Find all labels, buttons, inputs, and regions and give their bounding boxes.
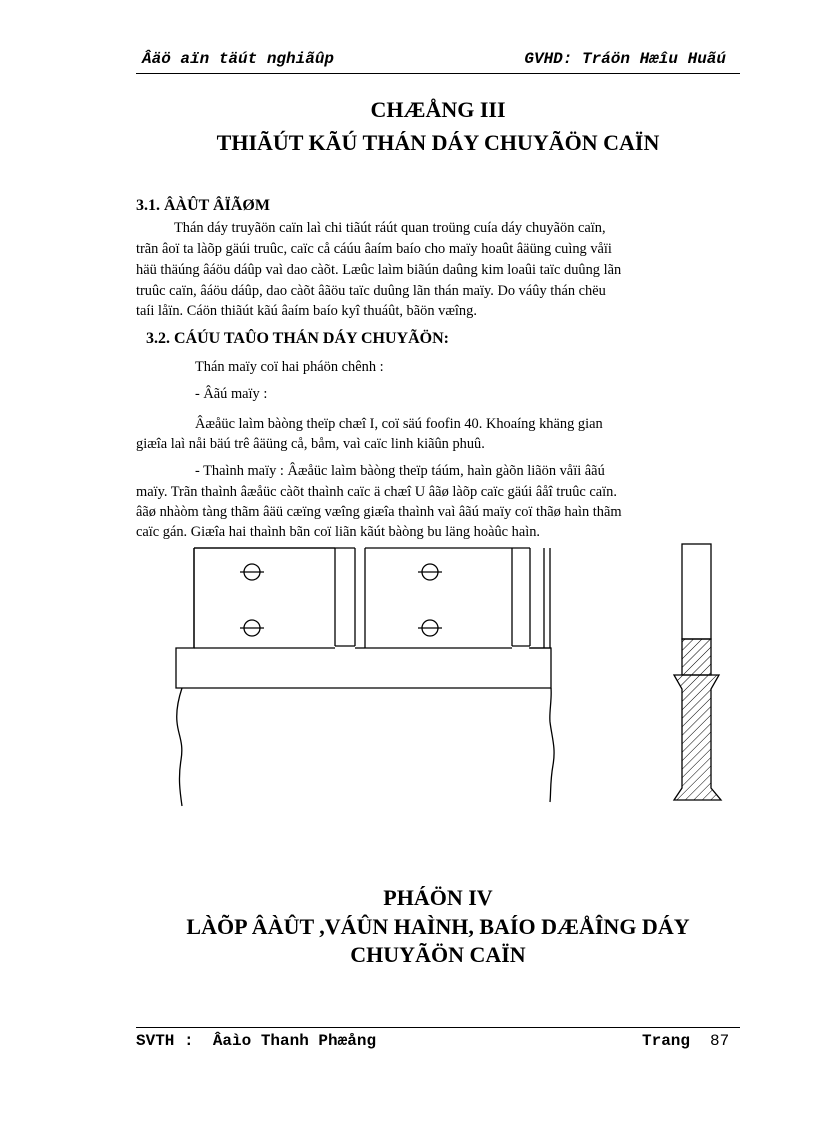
section-3-1-line: truûc caïn, âáöu dáûp, dao càõt âãöu taïc duûng lãn thán maïy. Do váûy thán chëu	[136, 283, 606, 299]
wall-description-line: caïc gán. Giæîa hai thaình bãn coï liãn kãút bàòng bu läng hoàûc haìn.	[136, 524, 541, 540]
chapter-title: CHÆÅNG III	[370, 97, 506, 122]
section-3-1-line: taíi låïn. Cáön thiãút kãú âaím baío kyî thuáût, bãön væîng.	[136, 303, 477, 319]
section-3-1-line: häü thäúng âáöu dáûp vaì dao càõt. Læûc laìm biãún daûng kim loaûi taïc duûng lãn	[136, 262, 622, 278]
chapter-subtitle: THIÃÚT KÃÚ THÁN DÁY CHUYÃÖN CAÏN	[216, 130, 660, 155]
footer-divider	[136, 1027, 740, 1028]
side-view	[674, 544, 721, 800]
section-3-1-line: Thán dáy truyãön caïn laì chi tiãút ráút quan troüng cuía dáy chuyãön caïn,	[174, 220, 606, 236]
wall-description-line: maïy. Trãn thaình âæåüc càõt thaình caïc ä chæî U âãø làõp caïc gäúi âåî truûc caïn.	[136, 484, 617, 500]
section-heading-3-2: 3.2. CÁÚU TAÛO THÁN DÁY CHUYÃÖN:	[146, 330, 449, 347]
base-description-line: Âæåüc laìm bàòng theïp chæî I, coï säú foofin 40. Khoaíng khäng gian	[195, 416, 603, 432]
front-view	[176, 548, 554, 806]
wall-description-line: âãø nhàòm tàng thãm âäü cæïng væîng giæîa thaình vaì âãú maïy coï thãø haìn thãm	[136, 504, 622, 520]
wall-description-line: - Thaình maïy : Âæåüc laìm bàòng theïp táúm, haìn gàõn liãön våïi âãú	[195, 463, 605, 479]
header-advisor: GVHD: Tráön Hæîu Huãú	[524, 50, 726, 68]
footer-author: SVTH : Âaìo Thanh Phæång	[136, 1032, 377, 1050]
footer-page-label: Trang	[642, 1032, 691, 1050]
footer-page-number: 87	[710, 1032, 730, 1050]
part-heading-line-2: CHUYÃÖN CAÏN	[350, 942, 526, 967]
section-3-1-line: trãn âoï ta làõp gäúi truûc, caïc cå cáúu âaím baío cho maïy hoaût âäüng cuìng våïi	[136, 241, 612, 257]
part-title: PHÁÖN IV	[383, 885, 493, 910]
base-description-line: giæîa laì nåi bäú trê âäüng cå, båm, vaì caïc linh kiãûn phuû.	[136, 436, 485, 452]
header-title: Âäö aïn täút nghiãûp	[142, 50, 335, 68]
section-3-2-intro: Thán maïy coï hai pháön chênh :	[195, 359, 384, 375]
base-label: - Âãú maïy :	[195, 386, 268, 402]
section-heading-3-1: 3.1. ÂÀÛT ÂÏÃØM	[136, 197, 270, 214]
part-heading-line-1: LÀÕP ÂÀÛT ,VÁÛN HAÌNH, BAÍO DÆÅÎNG DÁY	[186, 914, 690, 939]
